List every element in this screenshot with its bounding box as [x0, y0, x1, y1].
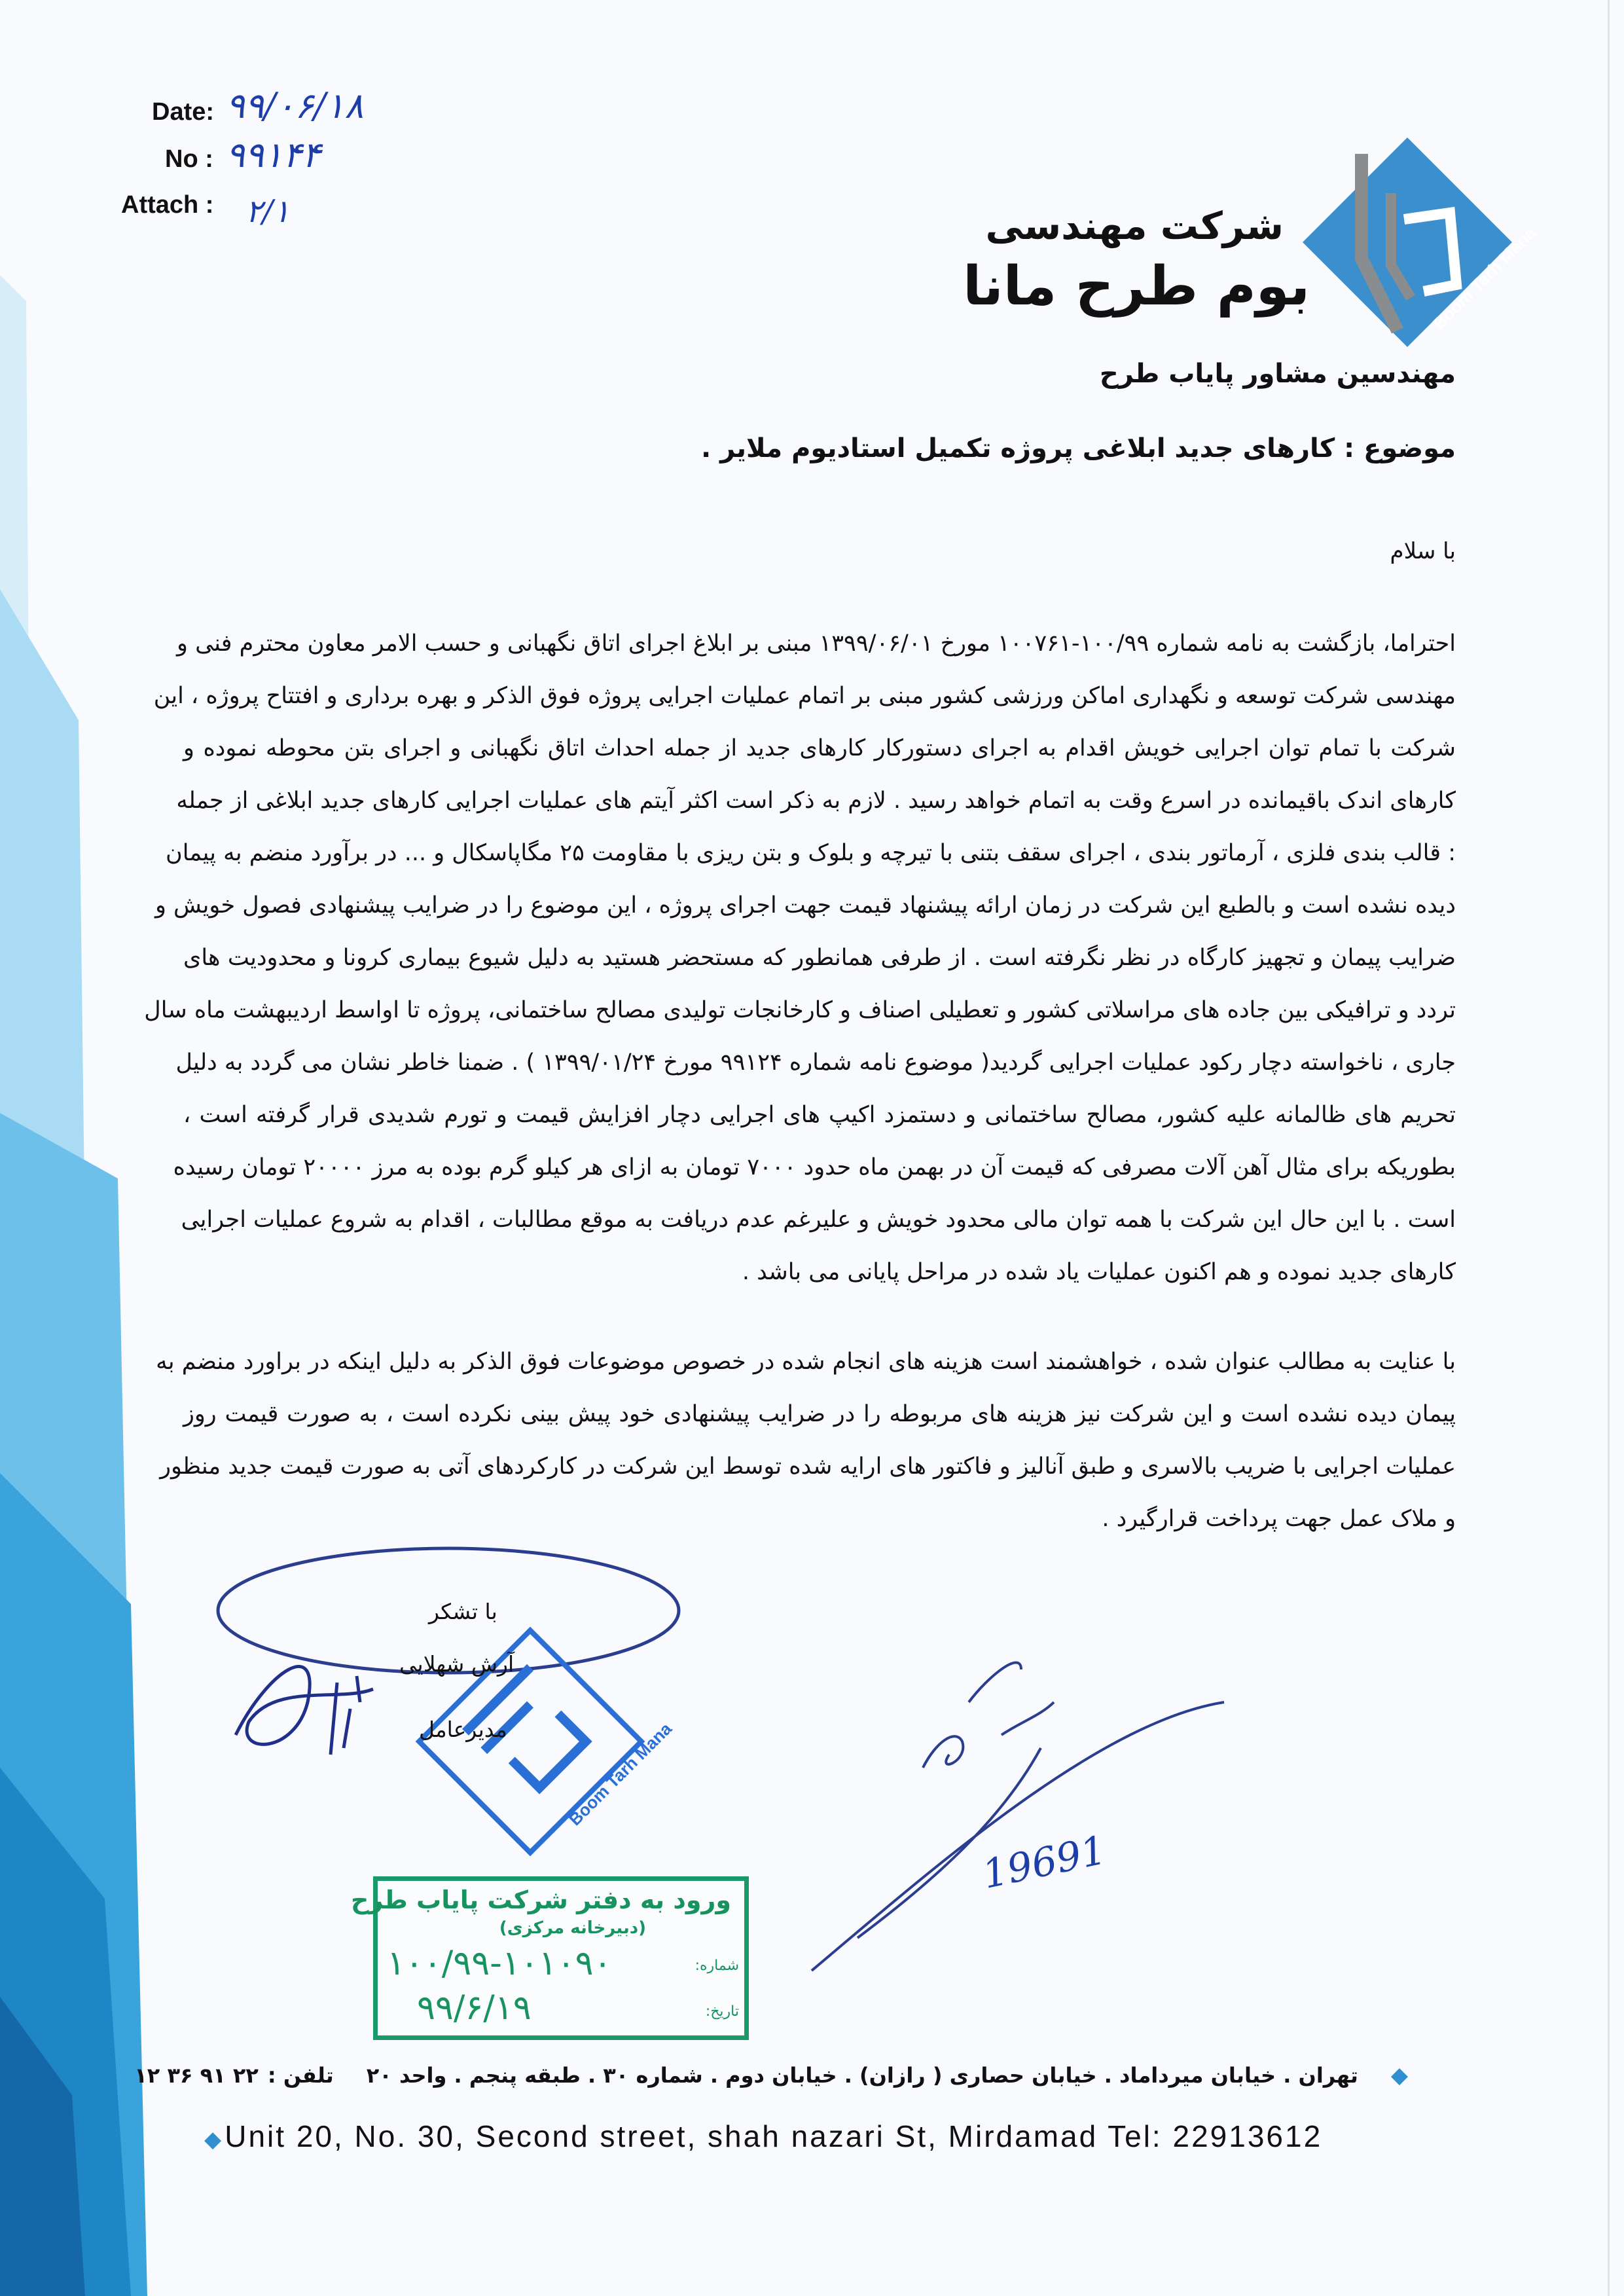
diamond-bullet-icon: ◆ [204, 2126, 222, 2153]
footer-address-en-row [204, 2119, 1322, 2154]
signature-scribble [236, 1666, 373, 1755]
stamp-title: ورود به دفتر شرکت پایاب طرح [350, 1886, 731, 1914]
greeting: با سلام [1390, 538, 1456, 564]
company-name-line1: شرکت مهندسی [985, 204, 1284, 248]
number-value: ۹۹۱۴۴ [226, 134, 321, 175]
footer-phone-label-fa: تلفن : [267, 2063, 334, 2088]
stamp-date-label: تاریخ: [705, 2003, 739, 2020]
number-label: No : [165, 145, 213, 173]
body-line: مهندسی شرکت توسعه و نگهداری اماکن ورزشی کشور مبنی بر اتمام عملیات اجرایی پروژه فوق الذکر و بهره برداری و افتتاح پروژه ، این [153, 683, 1456, 709]
receipt-stamp [350, 1876, 749, 2040]
company-name-line2: بوم طرح مانا [963, 255, 1310, 318]
body-line: با عنایت به مطالب عنوان شده ، خواهشمند است هزینه های انجام شده در خصوص موضوعات فوق الذکر به دلیل اینکه در براورد منضم به [156, 1349, 1456, 1375]
handwritten-reference-number: 19691 [978, 1827, 1111, 1899]
closing-thanks: با تشکر [429, 1599, 497, 1624]
body-line: تحریم های ظالمانه علیه کشور، مصالح ساختمانی و دستمزد اکیپ های اجرایی دچار افزایش قیمت و تورم شدیدی قرار گرفته است ، [183, 1102, 1456, 1128]
signatory-title: مدیرعامل [419, 1717, 507, 1742]
attach-label: Attach : [121, 191, 214, 219]
body-line: عملیات اجرایی با ضریب بالاسری و طبق آنالیز و فاکتور های ارایه شده توسط این شرکت در کارکردهای آتی به صورت قیمت جدید منظور [160, 1453, 1456, 1480]
body-line: و ملاک عمل جهت پرداخت قرارگیرد . [1102, 1506, 1456, 1532]
stamp-number-label: شماره: [695, 1958, 739, 1974]
signature-and-seal [209, 1539, 707, 1853]
stamp-number-value: ۱۰۰/۹۹-۱۰۱۰۹۰ [387, 1944, 612, 1983]
body-line: دیده نشده است و بالطبع این شرکت در زمان ارائه پیشنهاد قیمت جهت اجرای پروژه ، این موضوع را در ضرایب پیشنهادی فصول خویش و [155, 892, 1456, 919]
body-line: جاری ، ناخواسته دچار رکود عملیات اجرایی گردید( موضوع نامه شماره ۹۹۱۲۴ مورخ ۱۳۹۹/۰۱/۲۴ ) . ضمنا خاطر نشان می گردد به دلیل [175, 1049, 1456, 1076]
body-line: ضرایب پیمان و تجهیز کارگاه در نظر نگرفته است . از طرفی همانطور که مستحضر هستید به دلیل شیوع بیماری کرونا و محدودیت های [183, 945, 1456, 971]
body-line: شرکت با تمام توان اجرایی خویش اقدام به اجرای دستورکار کارهای جدید از جمله احداث اتاق نگهبانی و اجرای بتن محوطه نموده و [183, 735, 1456, 761]
diamond-bullet-icon: ◆ [1390, 2062, 1408, 2088]
signatory-name: آرش شهلایی [399, 1651, 514, 1677]
date-label: Date: [152, 98, 215, 126]
attach-value: ۲/۱ [245, 193, 290, 230]
seal-logo-text: Boom Tarh Mana [565, 1719, 676, 1830]
footer-address-fa-row [134, 2062, 1408, 2088]
company-logo [1299, 134, 1540, 350]
decorative-side-stripes [0, 0, 170, 2296]
date-value: ۹۹/۰۶/۱۸ [226, 85, 364, 126]
body-line: : قالب بندی فلزی ، آرماتور بندی ، اجرای سقف بتنی با تیرچه و بلوک و بتن ریزی با مقاومت ۲۵ مگاپاسکال و ... در برآورد منضم به پیمان [166, 840, 1456, 866]
logo-text: Boom Tarh Mana [1429, 223, 1540, 334]
stamp-date-value: ۹۹/۶/۱۹ [417, 1988, 532, 2028]
stamp-subtitle: (دبیرخانه مرکزی) [499, 1918, 646, 1938]
footer-phone-fa: ۲۲ ۹۱ ۳۶ ۱۲ [134, 2063, 259, 2088]
page-edge [1608, 0, 1610, 2296]
addressee: مهندسین مشاور پایاب طرح [1099, 359, 1456, 389]
footer-address-en: Unit 20, No. 30, Second street, shah nazari St, Mirdamad Tel: 22913612 [225, 2119, 1323, 2153]
footer-phone-group [134, 2062, 334, 2088]
body-line: تردد و ترافیکی بین جاده های مراسلاتی کشور و تعطیلی اصناف و کارخانجات تولیدی مصالح ساختمانی، پروژه تا اواسط اردیبهشت ماه سال [144, 997, 1456, 1023]
footer-address-fa: تهران . خیابان میرداماد . خیابان حصاری ( رازان) . خیابان دوم . شماره ۳۰ . طبقه پنجم . واحد ۲۰ [366, 2063, 1358, 2088]
body-line: کارهای اندک باقیمانده در اسرع وقت به اتمام خواهد رسید . لازم به ذکر است اکثر آیتم های عملیات اجرایی کارهای جدید ابلاغی از جمله [176, 788, 1456, 814]
body-line: بطوریکه برای مثال آهن آلات مصرفی که قیمت آن در بهمن ماه حدود ۷۰۰۰ تومان به ازای هر کیلو گرم بوده به مرز ۲۰۰۰۰ تومان رسیده [173, 1154, 1456, 1180]
body-line: پیمان دیده نشده است و این شرکت نیز هزینه های مربوطه را در ضرایب پیشنهادی خود پیش بینی نکرده است ، به صورت قیمت روز [183, 1401, 1456, 1427]
handwritten-annotation [805, 1571, 1250, 1977]
subject-line: موضوع : کارهای جدید ابلاغی پروژه تکمیل استادیوم ملایر . [700, 433, 1456, 464]
body-line: است . با این حال این شرکت با همه توان مالی محدود خویش و علیرغم عدم دریافت به موقع مطالبات ، اقدام به شروع عملیات اجرایی [181, 1207, 1456, 1233]
body-line: کارهای جدید نموده و هم اکنون عملیات یاد شده در مراحل پایانی می باشد . [742, 1259, 1456, 1285]
body-line: احتراما، بازگشت به نامه شماره ۱۰۰/۹۹-۱۰۰۷۶۱ مورخ ۱۳۹۹/۰۶/۰۱ مبنی بر ابلاغ اجرای اتاق نگهبانی و حسب الامر معاون محترم فنی و [177, 630, 1456, 657]
